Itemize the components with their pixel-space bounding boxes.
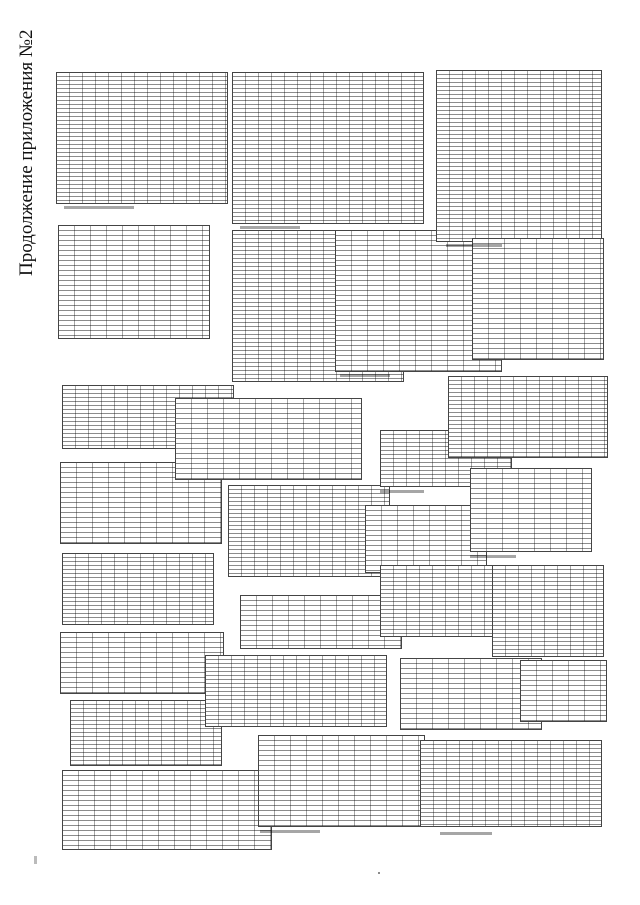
table-caption	[64, 206, 134, 209]
scan-edge-mark	[34, 856, 37, 864]
data-table	[62, 553, 214, 625]
data-table	[58, 225, 210, 339]
data-table	[492, 565, 604, 657]
title-area	[6, 29, 46, 280]
data-table	[56, 72, 228, 204]
table-caption	[470, 555, 516, 558]
data-table	[472, 238, 604, 360]
table-caption	[446, 244, 502, 247]
data-table	[420, 740, 602, 827]
table-caption	[380, 490, 424, 493]
data-table	[240, 595, 402, 649]
table-caption	[240, 226, 300, 229]
data-table	[62, 770, 272, 850]
data-table	[232, 72, 424, 224]
table-caption	[260, 830, 320, 833]
page-title: Продолжение приложения №2	[16, 29, 37, 276]
data-table	[448, 376, 608, 458]
data-table	[175, 398, 362, 480]
data-table	[70, 700, 222, 766]
data-table	[258, 735, 425, 827]
data-table	[436, 70, 602, 242]
data-table	[365, 505, 487, 573]
data-table	[205, 655, 387, 727]
data-table	[60, 632, 224, 694]
table-caption	[340, 374, 390, 377]
table-caption	[440, 832, 492, 835]
data-table	[520, 660, 607, 722]
data-table	[470, 468, 592, 552]
scan-speck	[378, 872, 380, 874]
